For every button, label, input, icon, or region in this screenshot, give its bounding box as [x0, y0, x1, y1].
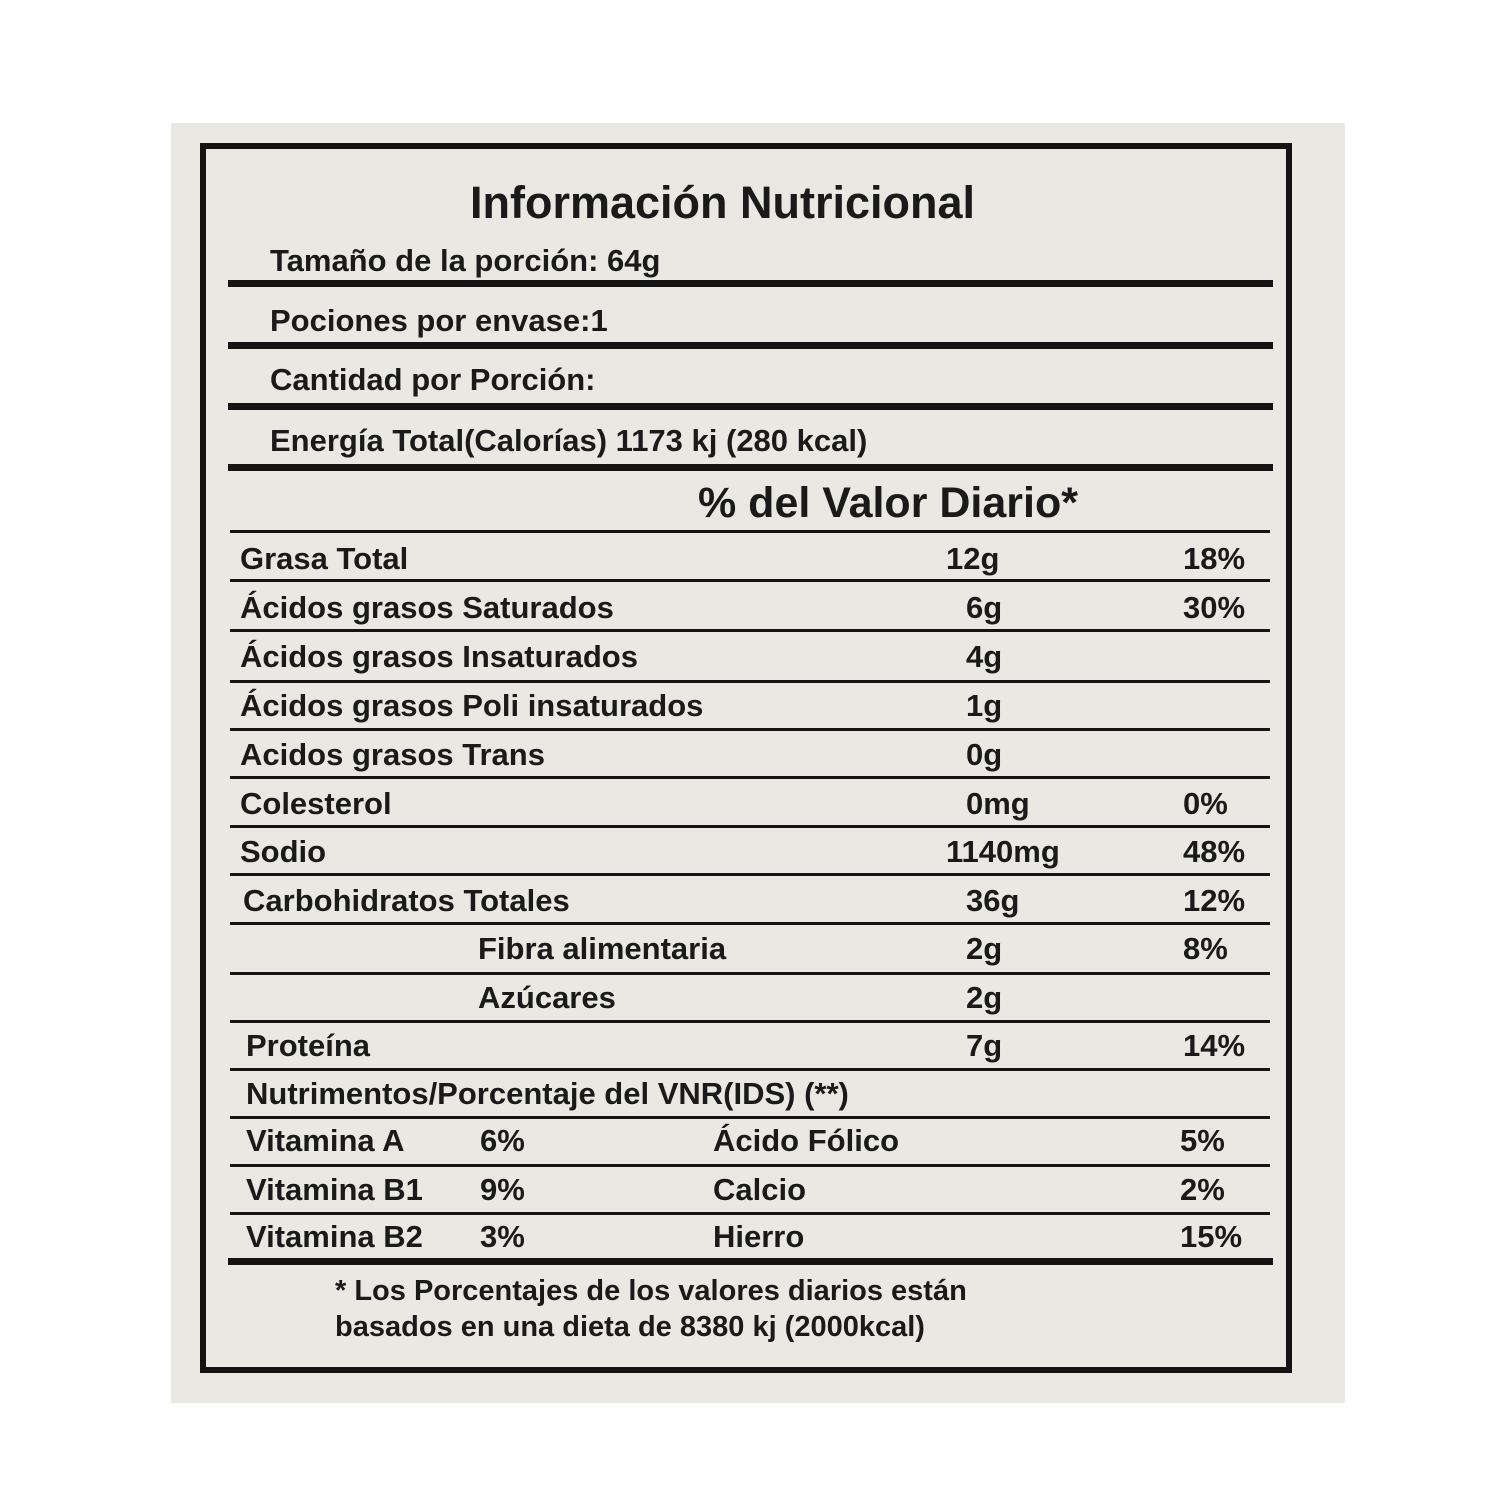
nutrient-amount: 0g [966, 737, 1003, 772]
divider [228, 464, 1273, 471]
vitamin-name: Vitamina B1 [246, 1172, 423, 1207]
divider [230, 680, 1270, 683]
servings-per-container: Pociones por envase:1 [270, 303, 608, 338]
footnote-line: basados en una dieta de 8380 kj (2000kcal) [335, 1311, 925, 1343]
vitamin-name: Hierro [713, 1219, 805, 1254]
vitamin-value: 2% [1180, 1172, 1225, 1207]
vitamin-name: Ácido Fólico [713, 1123, 899, 1158]
nutrient-name: Ácidos grasos Insaturados [240, 639, 638, 674]
divider [230, 1212, 1270, 1215]
divider [230, 1020, 1270, 1023]
serving-size: Tamaño de la porción: 64g [270, 243, 661, 278]
divider [228, 1258, 1273, 1265]
nutrient-name: Ácidos grasos Saturados [240, 590, 614, 625]
vitamin-value: 15% [1180, 1219, 1243, 1254]
label-title: Información Nutricional [470, 177, 976, 228]
vitamin-name: Calcio [713, 1172, 807, 1207]
nutrient-name: Ácidos grasos Poli insaturados [240, 688, 704, 723]
nutrient-name: Carbohidratos Totales [243, 883, 570, 918]
energy-total: Energía Total(Calorías) 1173 kj (280 kcal) [270, 423, 868, 458]
divider [228, 342, 1273, 349]
nutrient-daily-value: 12% [1183, 883, 1246, 918]
divider [230, 579, 1270, 582]
nutrient-name: Grasa Total [240, 541, 409, 576]
amount-per-serving: Cantidad por Porción: [270, 362, 596, 397]
divider [230, 873, 1270, 876]
nutrient-name: Colesterol [240, 786, 392, 821]
nutrient-daily-value: 18% [1183, 541, 1246, 576]
vitamin-name: Vitamina A [246, 1123, 405, 1158]
nutrient-daily-value: 48% [1183, 834, 1246, 869]
nutrient-amount: 1140mg [946, 834, 1060, 869]
divider [228, 403, 1273, 410]
divider [230, 1164, 1270, 1167]
nutrient-amount: 6g [966, 590, 1003, 625]
nutrient-amount: 0mg [966, 786, 1030, 821]
vitamin-value: 6% [480, 1123, 525, 1158]
nutrient-amount: 4g [966, 639, 1003, 674]
vitamins-header: Nutrimentos/Porcentaje del VNR(IDS) (**) [246, 1076, 849, 1111]
vitamin-name: Vitamina B2 [246, 1219, 423, 1254]
nutrient-amount: 36g [966, 883, 1020, 918]
divider [230, 728, 1270, 731]
nutrient-name: Fibra alimentaria [478, 931, 727, 966]
divider [230, 825, 1270, 828]
divider [230, 1068, 1270, 1071]
nutrient-amount: 7g [966, 1028, 1003, 1063]
vitamin-value: 9% [480, 1172, 525, 1207]
footnote-line: * Los Porcentajes de los valores diarios están [335, 1275, 967, 1307]
nutrient-amount: 2g [966, 931, 1003, 966]
nutrient-name: Proteína [246, 1028, 371, 1063]
nutrient-daily-value: 8% [1183, 931, 1228, 966]
nutrient-daily-value: 30% [1183, 590, 1246, 625]
divider [230, 629, 1270, 632]
divider [228, 280, 1273, 287]
divider [230, 776, 1270, 779]
divider [230, 1116, 1270, 1119]
nutrient-amount: 2g [966, 980, 1003, 1015]
nutrient-daily-value: 14% [1183, 1028, 1246, 1063]
vitamin-value: 5% [1180, 1123, 1225, 1158]
nutrient-name: Sodio [240, 834, 327, 869]
nutrient-amount: 1g [966, 688, 1003, 723]
nutrient-daily-value: 0% [1183, 786, 1228, 821]
nutrient-amount: 12g [946, 541, 1000, 576]
divider [230, 972, 1270, 975]
nutrient-name: Acidos grasos Trans [240, 737, 545, 772]
divider [230, 530, 1270, 533]
nutrient-name: Azúcares [478, 980, 616, 1015]
daily-value-header: % del Valor Diario* [698, 479, 1078, 527]
vitamin-value: 3% [480, 1219, 525, 1254]
divider [230, 922, 1270, 925]
